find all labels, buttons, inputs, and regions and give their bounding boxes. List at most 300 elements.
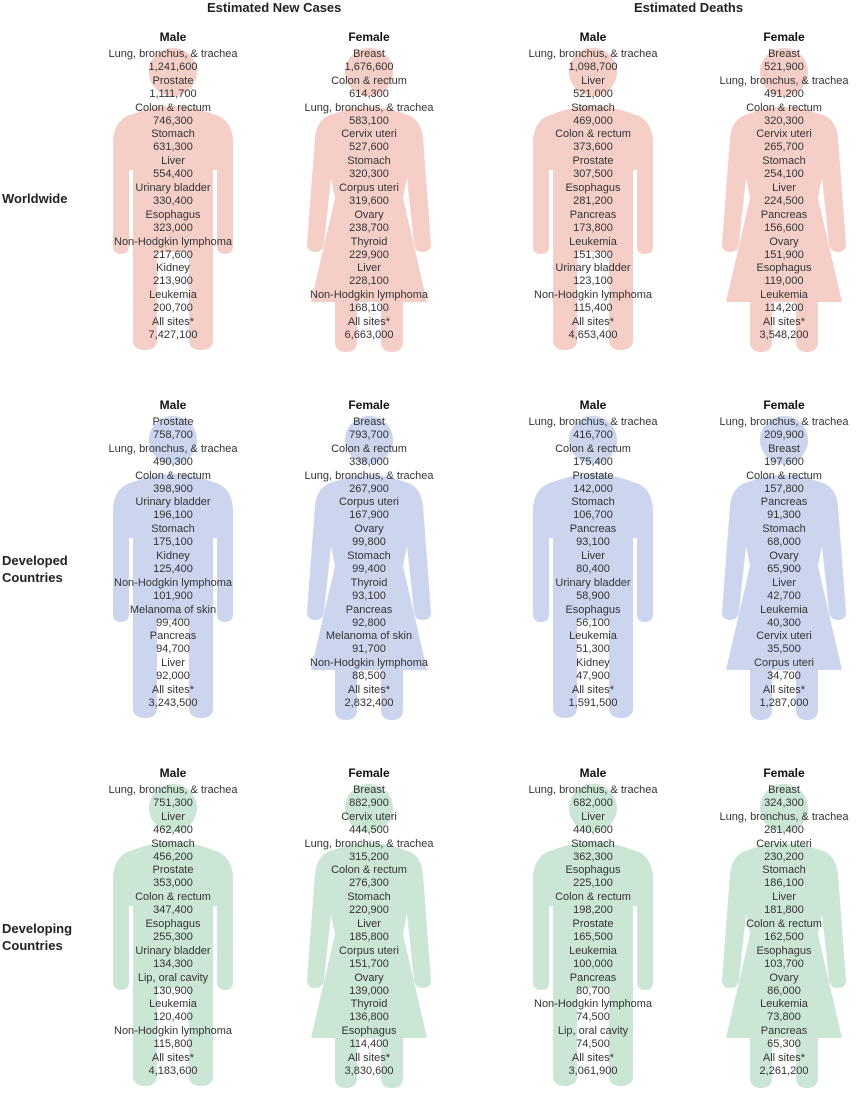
cancer-site-value: 276,300 [349, 877, 389, 890]
cancer-site-entry [488, 236, 698, 262]
cancer-site-value: 281,400 [764, 823, 804, 836]
cancer-site-value: 99,400 [156, 616, 190, 629]
cancer-site-name: Prostate [572, 469, 614, 482]
cancer-site-value: 74,500 [576, 1011, 610, 1024]
cancer-site-value: 167,900 [349, 509, 389, 522]
cancer-site-name: Esophagus [756, 944, 812, 957]
cancer-site-name: Liver [161, 810, 185, 823]
cancer-site-name: All sites* [762, 1052, 806, 1064]
cancer-site-entry [68, 684, 278, 710]
cancer-site-entry [679, 182, 858, 208]
cancer-site-name: Pancreas [760, 496, 808, 509]
cancer-site-name: Stomach [762, 523, 806, 536]
cancer-site-value: 324,300 [764, 797, 804, 809]
cancer-site-entry [264, 1025, 474, 1051]
sex-label: Female [348, 30, 390, 44]
cancer-site-name: Stomach [347, 891, 391, 904]
cancer-site-name: Leukemia [569, 630, 617, 643]
cancer-site-value: 47,900 [576, 670, 610, 683]
cancer-site-entry [679, 48, 858, 74]
cancer-site-entry [68, 262, 278, 288]
cancer-site-entry [264, 864, 474, 890]
cancer-site-name: Breast [353, 784, 385, 796]
cancer-site-value: 68,000 [767, 536, 801, 549]
cancer-site-name: All sites* [762, 684, 806, 696]
cancer-site-entry [488, 102, 698, 128]
cancer-site-value: 255,300 [153, 931, 193, 943]
cancer-site-entry [679, 891, 858, 917]
cancer-site-value: 120,400 [153, 1011, 193, 1024]
cancer-site-name: Colon & rectum [331, 74, 407, 87]
cancer-site-value: 91,300 [767, 509, 801, 522]
cancer-site-entry [264, 630, 474, 656]
cancer-site-entry [679, 443, 858, 469]
cancer-site-name: Liver [581, 550, 605, 562]
cancer-site-entry [679, 470, 858, 496]
cancer-site-name: Leukemia [149, 998, 197, 1011]
cancer-site-value: 7,427,100 [148, 329, 198, 341]
cancer-site-name: Prostate [572, 155, 614, 168]
cancer-site-name: Lung, bronchus, & trachea [108, 48, 238, 60]
cancer-site-value: 196,100 [153, 509, 193, 522]
cancer-site-entry [264, 550, 474, 576]
cancer-site-value: 35,500 [767, 643, 801, 656]
cancer-site-value: 4,183,600 [148, 1065, 198, 1077]
cancer-site-entry [679, 811, 858, 837]
cancer-site-value: 40,300 [767, 616, 801, 629]
cancer-site-entry [679, 630, 858, 656]
cancer-site-value: 94,700 [156, 643, 190, 656]
cancer-site-name: Esophagus [565, 182, 621, 194]
cancer-site-entry [488, 1052, 698, 1078]
cancer-site-entry [264, 784, 474, 810]
region-label-line: Developed [2, 553, 68, 568]
cancer-site-value: 3,243,500 [148, 697, 198, 709]
cancer-site-entry [264, 128, 474, 154]
cancer-site-entry [68, 523, 278, 549]
cancer-site-name: Esophagus [145, 918, 201, 930]
cancer-site-name: Corpus uteri [339, 944, 399, 957]
cancer-site-value: 2,832,400 [344, 697, 394, 709]
cancer-site-entry [488, 577, 698, 603]
cancer-site-name: Corpus uteri [754, 657, 814, 670]
cancer-site-name: Colon & rectum [746, 918, 822, 930]
cancer-site-entry [679, 496, 858, 522]
cancer-site-value: 238,700 [349, 221, 389, 234]
cancer-site-name: All sites* [151, 684, 195, 696]
cancer-site-name: Liver [772, 891, 796, 904]
cancer-site-entry [68, 972, 278, 998]
cancer-site-entry [68, 102, 278, 128]
cancer-site-value: 200,700 [153, 302, 193, 315]
cancer-site-value: 330,400 [153, 195, 193, 207]
cancer-site-entry [679, 577, 858, 603]
cancer-site-entry [488, 128, 698, 154]
cancer-site-name: Stomach [762, 155, 806, 168]
cancer-site-value: 114,200 [764, 302, 804, 315]
cancer-site-name: All sites* [347, 684, 391, 696]
sex-label: Female [348, 398, 390, 412]
cancer-site-entry [264, 811, 474, 837]
cancer-site-value: 168,100 [349, 302, 389, 315]
region-label-developed [2, 552, 68, 586]
cancer-site-value: 114,400 [349, 1038, 389, 1051]
cancer-site-name: All sites* [571, 316, 615, 328]
cancer-site-entry [264, 236, 474, 262]
cancer-site-value: 229,900 [349, 248, 389, 261]
cancer-site-entry [679, 128, 858, 154]
cancer-site-value: 281,200 [573, 195, 613, 207]
cancer-site-value: 134,300 [153, 957, 193, 970]
cancer-site-value: 173,800 [573, 221, 613, 234]
cancer-site-value: 130,900 [153, 984, 193, 997]
cancer-site-value: 793,700 [349, 429, 389, 441]
cancer-site-value: 185,800 [349, 931, 389, 943]
cancer-site-value: 186,100 [764, 877, 804, 890]
cancer-site-name: All sites* [571, 1052, 615, 1064]
cancer-site-entry [679, 604, 858, 630]
cancer-site-entry [488, 262, 698, 288]
cancer-site-value: 362,300 [573, 850, 613, 863]
cancer-site-name: Stomach [151, 523, 195, 536]
cancer-site-value: 224,500 [764, 195, 804, 207]
cancer-site-value: 42,700 [767, 589, 801, 602]
cancer-site-entry [68, 416, 278, 442]
cancer-site-name: Liver [581, 810, 605, 823]
cancer-site-name: Esophagus [565, 864, 621, 877]
cancer-site-name: Colon & rectum [331, 864, 407, 877]
cancer-site-name: Non-Hodgkin lymphoma [114, 235, 232, 248]
cancer-site-name: Ovary [769, 550, 799, 562]
cancer-site-name: Lung, bronchus, & trachea [108, 784, 238, 796]
cancer-site-value: 80,400 [576, 563, 610, 575]
cancer-site-entry [488, 550, 698, 576]
cancer-site-entry [488, 838, 698, 864]
cancer-site-entry [488, 523, 698, 549]
cancer-site-name: Cervix uteri [341, 810, 397, 823]
cancer-site-value: 99,800 [352, 536, 386, 549]
panel-developed-deaths-female [679, 398, 858, 728]
cancer-site-name: Liver [357, 918, 381, 930]
cancer-site-entry [264, 262, 474, 288]
cancer-site-entry [264, 75, 474, 101]
cancer-site-entry [679, 289, 858, 315]
cancer-site-entry [679, 784, 858, 810]
cancer-site-entry [264, 577, 474, 603]
cancer-site-value: 73,800 [767, 1011, 801, 1024]
cancer-site-entry [679, 972, 858, 998]
cancer-site-value: 151,900 [764, 248, 804, 261]
cancer-site-entry [68, 236, 278, 262]
cancer-site-entry [488, 155, 698, 181]
cancer-site-value: 2,261,200 [759, 1065, 809, 1077]
cancer-site-entry [679, 550, 858, 576]
cancer-site-name: Kidney [156, 550, 190, 562]
cancer-site-value: 225,100 [573, 877, 613, 890]
cancer-site-value: 162,500 [764, 931, 804, 943]
panel-developed-deaths-male [488, 398, 698, 728]
cancer-site-name: Pancreas [760, 1025, 808, 1038]
cancer-site-name: Esophagus [341, 1025, 397, 1038]
cancer-site-name: All sites* [151, 316, 195, 328]
cancer-site-entry [68, 998, 278, 1024]
cancer-site-entry [264, 289, 474, 315]
cancer-site-entry [488, 470, 698, 496]
cancer-site-name: Leukemia [760, 998, 808, 1011]
cancer-site-value: 165,500 [573, 931, 613, 943]
cancer-site-entry [264, 416, 474, 442]
cancer-site-value: 99,400 [352, 563, 386, 575]
cancer-site-value: 882,900 [349, 797, 389, 809]
cancer-site-entry [264, 838, 474, 864]
cancer-site-value: 197,600 [764, 455, 804, 468]
cancer-site-value: 3,830,600 [344, 1065, 394, 1077]
sex-label: Male [159, 398, 187, 412]
cancer-site-value: 320,300 [764, 114, 804, 127]
cancer-site-name: Leukemia [569, 944, 617, 957]
cancer-site-name: Prostate [152, 416, 194, 428]
cancer-site-entry [488, 891, 698, 917]
cancer-site-entry [68, 811, 278, 837]
header-estimated-new-cases: Estimated New Cases [207, 0, 342, 15]
cancer-site-entry [679, 864, 858, 890]
cancer-site-name: Breast [768, 442, 800, 455]
cancer-site-value: 1,241,600 [148, 61, 198, 73]
cancer-site-name: Non-Hodgkin lymphoma [114, 576, 232, 589]
cancer-site-value: 65,900 [767, 563, 801, 575]
cancer-site-name: Stomach [762, 864, 806, 877]
cancer-site-name: Non-Hodgkin lymphoma [114, 1025, 232, 1038]
cancer-site-entry [679, 416, 858, 442]
cancer-site-entry [679, 262, 858, 288]
cancer-site-name: Colon & rectum [135, 101, 211, 114]
cancer-site-value: 175,400 [573, 455, 613, 468]
cancer-site-entry [679, 998, 858, 1024]
panel-worldwide-deaths-male [488, 30, 698, 360]
cancer-site-value: 682,000 [573, 797, 613, 809]
cancer-site-value: 92,800 [352, 616, 386, 629]
cancer-site-entry [488, 945, 698, 971]
cancer-site-entry [488, 496, 698, 522]
cancer-site-name: Prostate [152, 74, 194, 87]
cancer-site-entry [488, 416, 698, 442]
cancer-site-value: 3,061,900 [568, 1065, 618, 1077]
panel-developing-deaths-female [679, 766, 858, 1096]
cancer-site-entry [68, 443, 278, 469]
cancer-site-name: Lung, bronchus, & trachea [719, 810, 849, 823]
cancer-site-entry [68, 945, 278, 971]
cancer-site-name: Liver [581, 74, 605, 87]
cancer-site-value: 307,500 [573, 168, 613, 181]
cancer-site-value: 220,900 [349, 904, 389, 917]
cancer-site-entry [264, 972, 474, 998]
sex-label: Male [159, 30, 187, 44]
cancer-site-entry [68, 1052, 278, 1078]
cancer-site-value: 88,500 [352, 670, 386, 683]
cancer-site-entry [68, 657, 278, 683]
cancer-site-entry [488, 684, 698, 710]
cancer-site-name: Pancreas [569, 971, 617, 984]
cancer-site-name: Cervix uteri [756, 837, 812, 850]
cancer-site-name: All sites* [571, 684, 615, 696]
cancer-site-entry [679, 1052, 858, 1078]
cancer-site-entry [679, 102, 858, 128]
cancer-site-entry [68, 155, 278, 181]
cancer-site-name: Leukemia [760, 603, 808, 616]
cancer-site-name: Lung, bronchus, & trachea [304, 469, 434, 482]
cancer-site-value: 6,663,000 [344, 329, 394, 341]
cancer-site-name: Liver [772, 576, 796, 589]
cancer-site-entry [264, 470, 474, 496]
cancer-site-name: Liver [357, 262, 381, 275]
cancer-site-name: Colon & rectum [555, 891, 631, 904]
cancer-site-entry [488, 657, 698, 683]
cancer-site-entry [264, 657, 474, 683]
cancer-site-entry [488, 316, 698, 342]
cancer-site-value: 338,000 [349, 455, 389, 468]
cancer-site-entry [264, 523, 474, 549]
cancer-site-entry [264, 998, 474, 1024]
cancer-site-name: Lip, oral cavity [557, 1025, 629, 1038]
cancer-site-entry [679, 316, 858, 342]
cancer-site-value: 58,900 [576, 589, 610, 602]
cancer-site-entry [488, 289, 698, 315]
cancer-site-value: 353,000 [153, 877, 193, 890]
cancer-site-name: Stomach [571, 496, 615, 509]
cancer-site-value: 254,100 [764, 168, 804, 181]
cancer-site-name: Stomach [571, 837, 615, 850]
sex-label: Male [579, 30, 607, 44]
cancer-site-name: Colon & rectum [555, 128, 631, 141]
cancer-site-name: Ovary [354, 971, 384, 984]
region-label-worldwide [2, 190, 67, 207]
sex-label: Female [763, 766, 805, 780]
cancer-site-entry [264, 604, 474, 630]
cancer-site-entry [488, 811, 698, 837]
cancer-site-name: Melanoma of skin [129, 603, 217, 616]
cancer-site-value: 521,000 [573, 87, 613, 100]
cancer-site-entry [264, 1052, 474, 1078]
cancer-site-value: 554,400 [153, 168, 193, 181]
cancer-site-name: Leukemia [760, 289, 808, 302]
cancer-site-value: 51,300 [576, 643, 610, 656]
cancer-site-value: 209,900 [764, 429, 804, 441]
sex-label: Male [159, 766, 187, 780]
cancer-site-name: Liver [772, 182, 796, 194]
cancer-site-value: 440,600 [573, 823, 613, 836]
cancer-site-entry [679, 1025, 858, 1051]
cancer-site-value: 119,000 [764, 275, 804, 288]
cancer-site-entry [488, 630, 698, 656]
cancer-site-value: 136,800 [349, 1011, 389, 1024]
cancer-site-name: Leukemia [149, 289, 197, 302]
cancer-site-value: 115,800 [153, 1038, 193, 1051]
cancer-site-value: 416,700 [573, 429, 613, 441]
cancer-site-name: Urinary bladder [135, 496, 211, 509]
cancer-site-entry [68, 209, 278, 235]
cancer-site-entry [679, 945, 858, 971]
cancer-site-name: Stomach [347, 550, 391, 562]
cancer-site-value: 373,600 [573, 141, 613, 154]
cancer-site-value: 444,500 [349, 823, 389, 836]
cancer-site-entry [264, 496, 474, 522]
cancer-site-name: Lung, bronchus, & trachea [528, 48, 658, 60]
cancer-site-name: Ovary [354, 523, 384, 536]
cancer-site-entry [679, 657, 858, 683]
cancer-site-entry [68, 577, 278, 603]
panel-developed-new-cases-female [264, 398, 474, 728]
cancer-site-entry [68, 75, 278, 101]
cancer-site-name: Ovary [354, 208, 384, 221]
cancer-site-entry [488, 209, 698, 235]
cancer-site-entry [679, 838, 858, 864]
cancer-site-name: Ovary [769, 235, 799, 248]
cancer-site-name: Pancreas [345, 603, 393, 616]
cancer-site-entry [68, 470, 278, 496]
cancer-site-value: 4,653,400 [568, 329, 618, 341]
panel-developing-new-cases-male [68, 766, 278, 1096]
panel-worldwide-new-cases-male [68, 30, 278, 360]
sex-label: Female [348, 766, 390, 780]
cancer-site-entry [488, 48, 698, 74]
cancer-site-value: 156,600 [764, 221, 804, 234]
cancer-site-value: 267,900 [349, 482, 389, 495]
cancer-site-entry [488, 864, 698, 890]
cancer-site-value: 65,300 [767, 1038, 801, 1051]
cancer-site-value: 125,400 [153, 563, 193, 575]
panel-developing-new-cases-female [264, 766, 474, 1096]
region-label-developing [2, 920, 72, 954]
cancer-site-name: Colon & rectum [135, 891, 211, 904]
cancer-site-value: 315,200 [349, 850, 389, 863]
cancer-site-entry [679, 684, 858, 710]
cancer-site-name: Pancreas [569, 523, 617, 536]
cancer-site-entry [488, 75, 698, 101]
cancer-site-value: 230,200 [764, 850, 804, 863]
cancer-site-name: Stomach [571, 101, 615, 114]
cancer-site-name: Cervix uteri [341, 128, 397, 141]
cancer-site-entry [264, 182, 474, 208]
cancer-site-value: 100,000 [573, 957, 613, 970]
cancer-site-name: Esophagus [565, 603, 621, 616]
cancer-site-entry [68, 128, 278, 154]
cancer-site-entry [488, 443, 698, 469]
cancer-site-value: 151,300 [573, 248, 613, 261]
cancer-site-name: Stomach [347, 155, 391, 168]
cancer-site-name: All sites* [151, 1052, 195, 1064]
cancer-site-entry [488, 604, 698, 630]
cancer-site-name: Non-Hodgkin lymphoma [534, 289, 652, 302]
cancer-site-entry [264, 155, 474, 181]
region-label-line: Worldwide [2, 191, 68, 206]
cancer-site-value: 151,700 [349, 957, 389, 970]
cancer-site-value: 74,500 [576, 1038, 610, 1051]
cancer-site-name: Urinary bladder [555, 262, 631, 275]
cancer-site-value: 527,600 [349, 141, 389, 154]
cancer-site-value: 139,000 [349, 984, 389, 997]
cancer-site-name: Cervix uteri [756, 128, 812, 141]
cancer-site-entry [68, 289, 278, 315]
cancer-site-value: 751,300 [153, 797, 193, 809]
cancer-site-value: 34,700 [767, 670, 801, 683]
cancer-site-entry [264, 443, 474, 469]
cancer-site-name: Breast [768, 784, 800, 796]
cancer-site-entry [679, 75, 858, 101]
cancer-site-name: Lung, bronchus, & trachea [528, 416, 658, 428]
cancer-site-name: Lung, bronchus, & trachea [304, 101, 434, 114]
cancer-site-name: Breast [353, 48, 385, 60]
cancer-site-value: 181,800 [764, 904, 804, 917]
